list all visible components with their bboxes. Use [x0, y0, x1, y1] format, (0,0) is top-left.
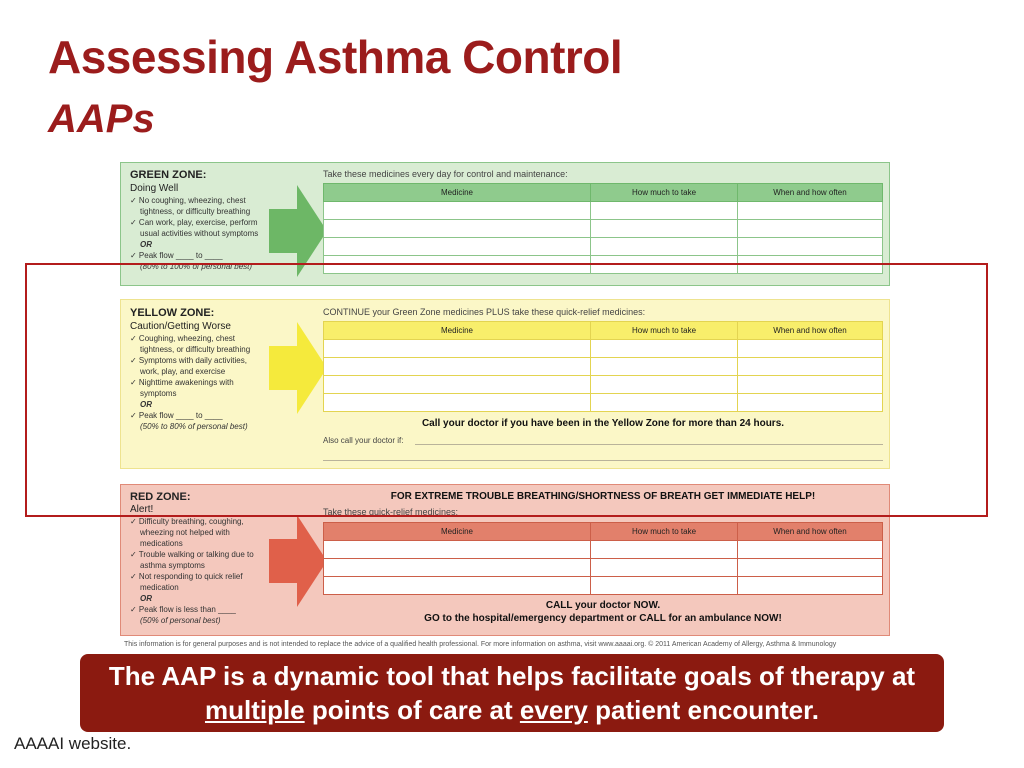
header-medicine: Medicine	[324, 184, 591, 202]
peak-flow-percent: (80% to 100% of personal best)	[140, 262, 253, 271]
header-how-much: How much to take	[591, 322, 738, 340]
emphasis-multiple: multiple	[204, 695, 305, 725]
green-zone-status: Doing Well	[130, 183, 179, 194]
peak-flow-line: ✓ Peak flow ____ to ____	[130, 411, 223, 420]
criteria-line: wheezing not helped with	[140, 528, 230, 537]
green-zone-heading: GREEN ZONE:	[130, 169, 207, 181]
banner-line-2	[80, 693, 944, 727]
criteria-line: ✓ No coughing, wheezing, chest	[130, 196, 246, 205]
criteria-line: ✓ Nighttime awakenings with	[130, 378, 234, 387]
banner-end-text: patient encounter.	[587, 695, 820, 725]
criteria-line: ✓ Difficulty breathing, coughing,	[130, 517, 244, 526]
header-when: When and how often	[738, 184, 883, 202]
source-citation: AAAAI website.	[14, 734, 132, 753]
key-message-banner	[80, 654, 944, 732]
table-row[interactable]	[324, 577, 883, 595]
red-emergency-text: FOR EXTREME TROUBLE BREATHING/SHORTNESS OF BREATH GET IMMEDIATE HELP!	[390, 491, 816, 502]
peak-flow-percent: (50% of personal best)	[140, 616, 221, 625]
slide-subtitle: AAPs	[48, 97, 155, 141]
criteria-line: asthma symptoms	[140, 561, 205, 570]
table-row[interactable]	[324, 202, 883, 220]
criteria-line: medications	[140, 539, 183, 548]
also-call-doctor-label: Also call your doctor if:	[323, 436, 404, 445]
peak-flow-line: ✓ Peak flow ____ to ____	[130, 251, 223, 260]
red-call-now-text: CALL your doctor NOW.	[545, 600, 661, 611]
header-when: When and how often	[738, 322, 883, 340]
green-medicine-table	[323, 183, 883, 274]
red-zone-instruction: Take these quick-relief medicines:	[323, 507, 459, 517]
yellow-zone-instruction: CONTINUE your Green Zone medicines PLUS take these quick-relief medicines:	[323, 307, 646, 317]
emphasis-every: every	[519, 695, 588, 725]
red-go-hospital-text: GO to the hospital/emergency department or CALL for an ambulance NOW!	[424, 613, 782, 624]
header-how-much: How much to take	[591, 523, 738, 541]
or-label: OR	[140, 240, 152, 249]
criteria-line: ✓ Symptoms with daily activities,	[130, 356, 247, 365]
yellow-call-doctor-text: Call your doctor if you have been in the Yellow Zone for more than 24 hours.	[421, 418, 785, 429]
peak-flow-line: ✓ Peak flow is less than ____	[130, 605, 236, 614]
criteria-line: work, play, and exercise	[140, 367, 226, 376]
table-row[interactable]	[324, 238, 883, 256]
green-zone-criteria	[130, 195, 280, 272]
or-label: OR	[140, 594, 152, 603]
form-footnote: This information is for general purposes and is not intended to replace the advice of a qualified health professional. For more information on asthma, visit www.aaaai.org. © 2011 American Academy of Allergy, Asthma & Immunology	[124, 641, 837, 648]
header-when: When and how often	[738, 523, 883, 541]
red-zone-criteria	[130, 516, 280, 626]
yellow-zone-highlight	[25, 263, 988, 517]
criteria-line: ✓ Trouble walking or talking due to	[130, 550, 254, 559]
criteria-line: tightness, or difficulty breathing	[140, 345, 251, 354]
red-arrow-icon	[269, 515, 327, 607]
criteria-line: ✓ Coughing, wheezing, chest	[130, 334, 235, 343]
banner-mid-text: points of care at	[304, 695, 520, 725]
green-zone-instruction: Take these medicines every day for control and maintenance:	[323, 169, 568, 179]
yellow-zone-status: Caution/Getting Worse	[130, 321, 231, 332]
criteria-line: ✓ Can work, play, exercise, perform	[130, 218, 258, 227]
header-how-much: How much to take	[591, 184, 738, 202]
criteria-line: medication	[140, 583, 179, 592]
criteria-line: tightness, or difficulty breathing	[140, 207, 251, 216]
red-zone-status: Alert!	[130, 504, 154, 515]
table-row[interactable]	[324, 541, 883, 559]
or-label: OR	[140, 400, 152, 409]
criteria-line: symptoms	[140, 389, 177, 398]
red-zone-heading: RED ZONE:	[130, 491, 191, 503]
peak-flow-percent: (50% to 80% of personal best)	[140, 422, 248, 431]
slide-title: Assessing Asthma Control	[48, 31, 623, 83]
header-medicine: Medicine	[324, 322, 591, 340]
table-row[interactable]	[324, 220, 883, 238]
table-row[interactable]	[324, 559, 883, 577]
criteria-line: usual activities without symptoms	[140, 229, 259, 238]
criteria-line: ✓ Not responding to quick relief	[130, 572, 243, 581]
banner-line-1: The AAP is a dynamic tool that helps facilitate goals of therapy at	[108, 661, 916, 691]
header-medicine: Medicine	[324, 523, 591, 541]
yellow-zone-heading: YELLOW ZONE:	[130, 307, 215, 319]
red-medicine-table	[323, 522, 883, 595]
